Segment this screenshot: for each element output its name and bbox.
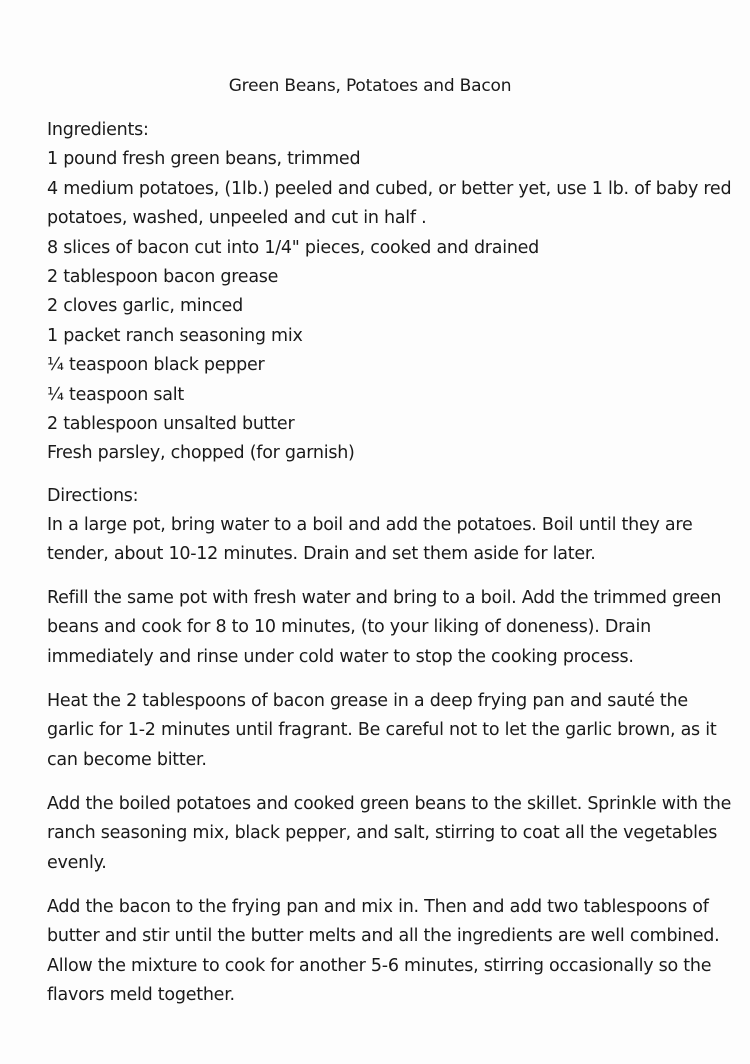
direction-step: Refill the same pot with fresh water and bring to a boil. Add the trimmed green beans and cook for 8 to 10 minutes, (to your liking of doneness). Drain immediately and rinse under cold water to stop the cooking process. <box>47 588 722 667</box>
direction-step: Add the bacon to the frying pan and mix in. Then and add two tablespoons of butter and stir until the butter melts and all the ingredients are well combined. Allow the mixture to cook for another 5-6 minutes, stirring occasionally so the flavors meld together. <box>47 897 720 1006</box>
direction-step: Add the boiled potatoes and cooked green beans to the skillet. Sprinkle with the ranch seasoning mix, black pepper, and salt, stirring to coat all the vegetables evenly. <box>47 794 732 873</box>
ingredient-item: 2 cloves garlic, minced <box>47 296 243 317</box>
ingredients-heading: Ingredients: <box>47 120 149 140</box>
ingredient-item: ¼ teaspoon salt <box>47 384 184 405</box>
direction-step: In a large pot, bring water to a boil and add the potatoes. Boil until they are tender, about 10-12 minutes. Drain and set them aside for later. <box>47 515 693 565</box>
ingredient-item: 2 tablespoon bacon grease <box>47 267 279 288</box>
ingredient-item: 4 medium potatoes, (1lb.) peeled and cubed, or better yet, use 1 lb. of baby red potatoes, washed, unpeeled and cut in half . <box>47 178 732 229</box>
ingredients-section <box>47 116 737 469</box>
ingredient-item: ¼ teaspoon black pepper <box>47 355 265 376</box>
ingredient-item: 8 slices of bacon cut into 1/4" pieces, cooked and drained <box>47 237 540 258</box>
recipe-title: Green Beans, Potatoes and Bacon <box>228 76 512 96</box>
ingredient-item: 1 pound fresh green beans, trimmed <box>47 149 361 170</box>
direction-step: Heat the 2 tablespoons of bacon grease in a deep frying pan and sauté the garlic for 1-2 minutes until fragrant. Be careful not to let the garlic brown, as it can become bitter. <box>47 691 717 770</box>
ingredient-item: 2 tablespoon unsalted butter <box>47 414 295 435</box>
directions-heading: Directions: <box>47 486 139 506</box>
ingredient-item: Fresh parsley, chopped (for garnish) <box>47 443 355 464</box>
ingredient-item: 1 packet ranch seasoning mix <box>47 325 303 346</box>
ingredients-list <box>47 145 737 468</box>
